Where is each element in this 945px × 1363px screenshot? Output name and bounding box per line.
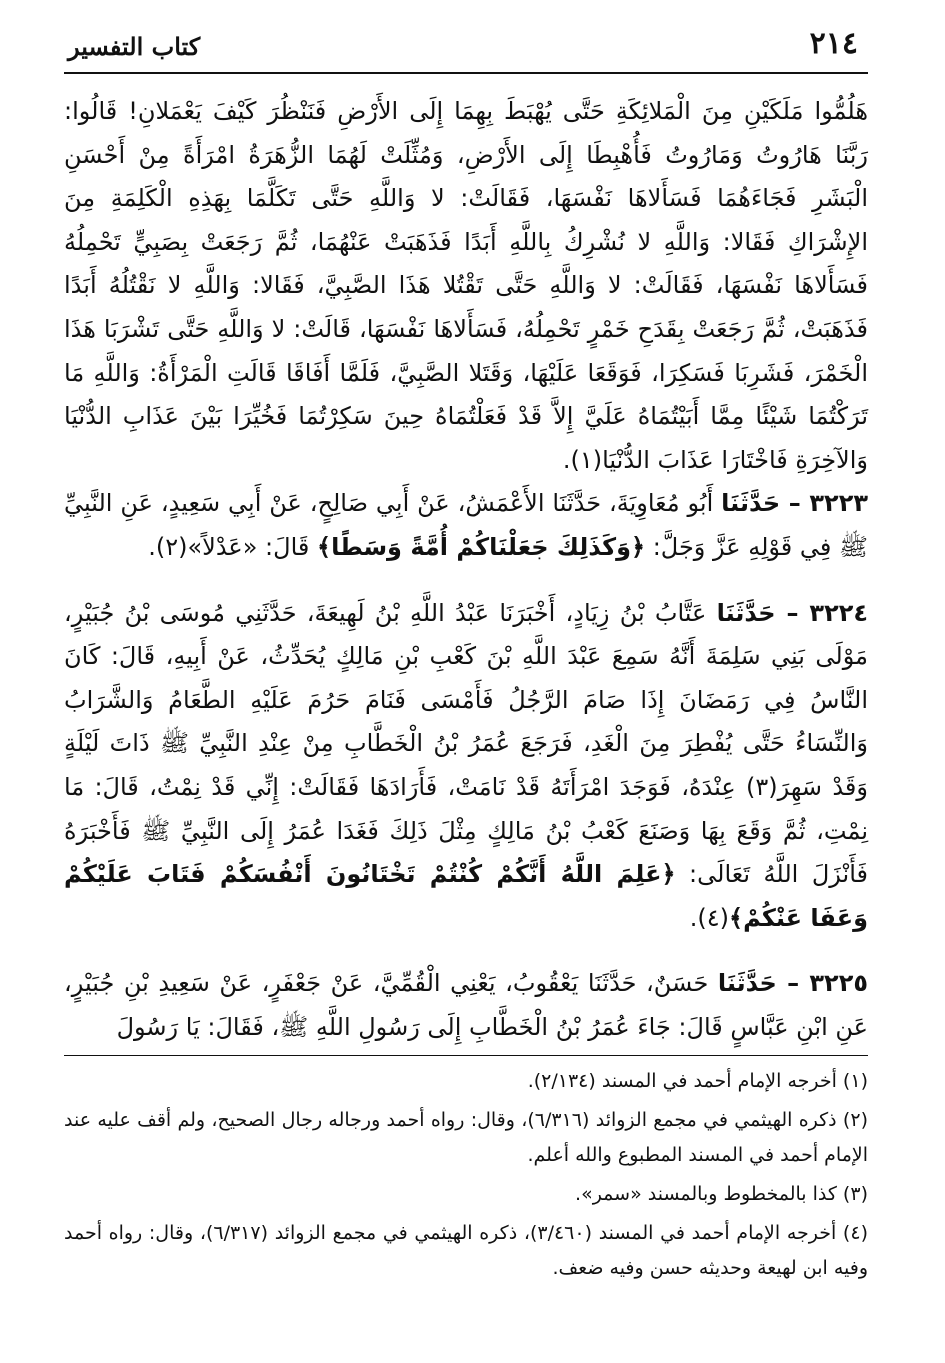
hadith-chain-start: حَدَّثَنَا [716, 598, 776, 627]
hadith-number: ٣٢٢٣ [809, 489, 868, 518]
footnotes [64, 1064, 868, 1286]
page-number: ٢١٤ [809, 26, 858, 61]
footnote-2: (٢) ذكره الهيثمي في مجمع الزوائد (٦/٣١٦)، وقال: رواه أحمد ورجاله رجال الصحيح، ولم أقف عليه عند الإمام أحمد في المسند المطبوع والله أعلم. [64, 1109, 868, 1167]
hadith-text-end: قَالَ: «عَدْلاً» [187, 532, 317, 561]
hadith-text: عَتَّابُ بْنُ زِيَادٍ، أَخْبَرَنَا عَبْدُ اللَّهِ بْنُ لَهِيعَةَ، حَدَّثَنِي مُوسَى بْنُ جُبَيْرٍ، مَوْلَى بَنِي سَلِمَةَ أَنَّهُ سَمِعَ عَبْدَ اللَّهِ بْنَ كَعْبِ بْنِ مَالِكٍ يُحَدِّثُ، عَنْ أَبِيهِ، قَالَ: كَانَ النَّاسُ فِي رَمَضَانَ إِذَا صَامَ الرَّجُلُ فَأَمْسَى فَنَامَ حَرُمَ عَلَيْهِ الطَّعَامُ وَالشَّرَابُ وَالنِّسَاءُ حَتَّى يُفْطِرَ مِنَ الْغَدِ، فَرَجَعَ عُمَرُ بْنُ الْخَطَّابِ مِنْ عِنْدِ النَّبِيِّ ﷺ ذَاتَ لَيْلَةٍ وَقَدْ سَهِرَ(٣) عِنْدَهُ، فَوَجَدَ امْرَأَتَهُ قَدْ نَامَتْ، فَأَرَادَهَا فَقَالَتْ: إِنِّي قَدْ نِمْتُ، قَالَ: مَا نِمْتِ، ثُمَّ وَقَعَ بِهَا وَصَنَعَ كَعْبُ بْنُ مَالِكٍ مِثْلَ ذَلِكَ فَغَدَا عُمَرُ إِلَى النَّبِيِّ ﷺ فَأَخْبَرَهُ فَأَنْزَلَ اللَّهُ تَعَالَى: [64, 598, 868, 889]
hadith-3223 [64, 482, 868, 569]
hadith-3225 [64, 962, 868, 1049]
quran-verse: ﴿وَكَذَلِكَ جَعَلْنَاكُمْ أُمَّةً وَسَطًا﴾ [317, 532, 646, 561]
hadith-dash: – [776, 969, 810, 998]
hadith-chain-start: حَدَّثَنَا [721, 489, 781, 518]
footnote-1: (١) أخرجه الإمام أحمد في المسند (٢/١٣٤). [527, 1070, 868, 1093]
footnote-ref-2: (٢). [148, 532, 188, 561]
book-title: كتاب التفسير [68, 32, 201, 61]
footnote-ref-1: (١). [562, 445, 603, 474]
footnote-3: (٣) كذا بالمخطوط وبالمسند «سمر». [575, 1183, 868, 1206]
intro-paragraph [64, 90, 868, 482]
hadith-3224 [64, 592, 868, 941]
footnote-divider [64, 1055, 868, 1056]
page-header [64, 22, 868, 74]
hadith-dash: – [775, 598, 810, 627]
hadith-number: ٣٢٢٥ [809, 969, 868, 998]
hadith-dash: – [780, 489, 810, 518]
intro-text: هَلُمُّوا مَلَكَيْنِ مِنَ الْمَلائِكَةِ حَتَّى يُهْبَطَ بِهِمَا إِلَى الأَرْضِ فَنَنْظُرَ كَيْفَ يَعْمَلانِ! قَالُوا: رَبَّنَا هَارُوتُ وَمَارُوتُ فَأُهْبِطَا إِلَى الأَرْضِ، وَمُثِّلَتْ لَهُمَا الزُّهَرَةُ امْرَأَةً مِنْ أَحْسَنِ الْبَشَرِ فَجَاءَهُمَا فَسَأَلاهَا نَفْسَهَا، فَقَالَتْ: لا وَاللَّهِ حَتَّى تَكَلَّمَا بِهَذِهِ الْكَلِمَةِ مِنَ الإِشْرَاكِ فَقَالا: وَاللَّهِ لا نُشْرِكُ بِاللَّهِ أَبَدًا فَذَهَبَتْ عَنْهُمَا، ثُمَّ رَجَعَتْ بِصَبِيٍّ تَحْمِلُهُ فَسَأَلاهَا نَفْسَهَا، فَقَالَتْ: لا وَاللَّهِ حَتَّى تَقْتُلا هَذَا الصَّبِيَّ، فَقَالا: وَاللَّهِ لا نَقْتُلُهُ أَبَدًا فَذَهَبَتْ، ثُمَّ رَجَعَتْ بِقَدَحِ خَمْرٍ تَحْمِلُهُ، فَسَأَلاهَا نَفْسَهَا، قَالَتْ: لا وَاللَّهِ حَتَّى تَشْرَبَا هَذَا الْخَمْرَ، فَشَرِبَا فَسَكِرَا، فَوَقَعَا عَلَيْهَا، وَقَتَلا الصَّبِيَّ، فَلَمَّا أَفَاقَا قَالَتِ الْمَرْأَةُ: وَاللَّهِ مَا تَرَكْتُمَا شَيْئًا مِمَّا أَبَيْتُمَاهُ عَلَيَّ إِلاَّ قَدْ فَعَلْتُمَاهُ حِينَ سَكِرْتُمَا فَخُيِّرَا بَيْنَ عَذَابِ الدُّنْيَا وَالآخِرَةِ فَاخْتَارَا عَذَابَ الدُّنْيَا [64, 97, 868, 474]
footnote-4: (٤) أخرجه الإمام أحمد في المسند (٣/٤٦٠)، ذكره الهيثمي في مجمع الزوائد (٦/٣١٧)، وقال: رواه أحمد وفيه ابن لهيعة وحديثه حسن وفيه ضعف. [64, 1222, 868, 1280]
main-text [64, 90, 868, 1049]
hadith-chain-start: حَدَّثَنَا [717, 969, 777, 998]
quran-verse: ﴿عَلِمَ اللَّهُ أَنَّكُمْ كُنْتُمْ تَخْتَانُونَ أَنْفُسَكُمْ فَتَابَ عَلَيْكُمْ وَعَفَا عَنْكُمْ﴾ [64, 860, 868, 932]
hadith-number: ٣٢٢٤ [809, 598, 869, 627]
hadith-text: حَسَنٌ، حَدَّثَنَا يَعْقُوبُ، يَعْنِي الْقُمِّيَّ، عَنْ جَعْفَرٍ، عَنْ سَعِيدِ بْنِ جُبَيْرٍ، عَنِ ابْنِ عَبَّاسٍ قَالَ: جَاءَ عُمَرُ بْنُ الْخَطَّابِ إِلَى رَسُولِ اللَّهِ ﷺ، فَقَالَ: يَا رَسُولَ [64, 969, 868, 1041]
footnote-ref-4: (٤). [689, 903, 730, 932]
hadith-text: أَبُو مُعَاوِيَةَ، حَدَّثَنَا الأَعْمَشُ، عَنْ أَبِي صَالِحٍ، عَنْ أَبِي سَعِيدٍ، عَنِ النَّبِيِّ ﷺ فِي قَوْلِهِ عَزَّ وَجَلَّ: [64, 489, 868, 561]
book-page [64, 22, 868, 1342]
